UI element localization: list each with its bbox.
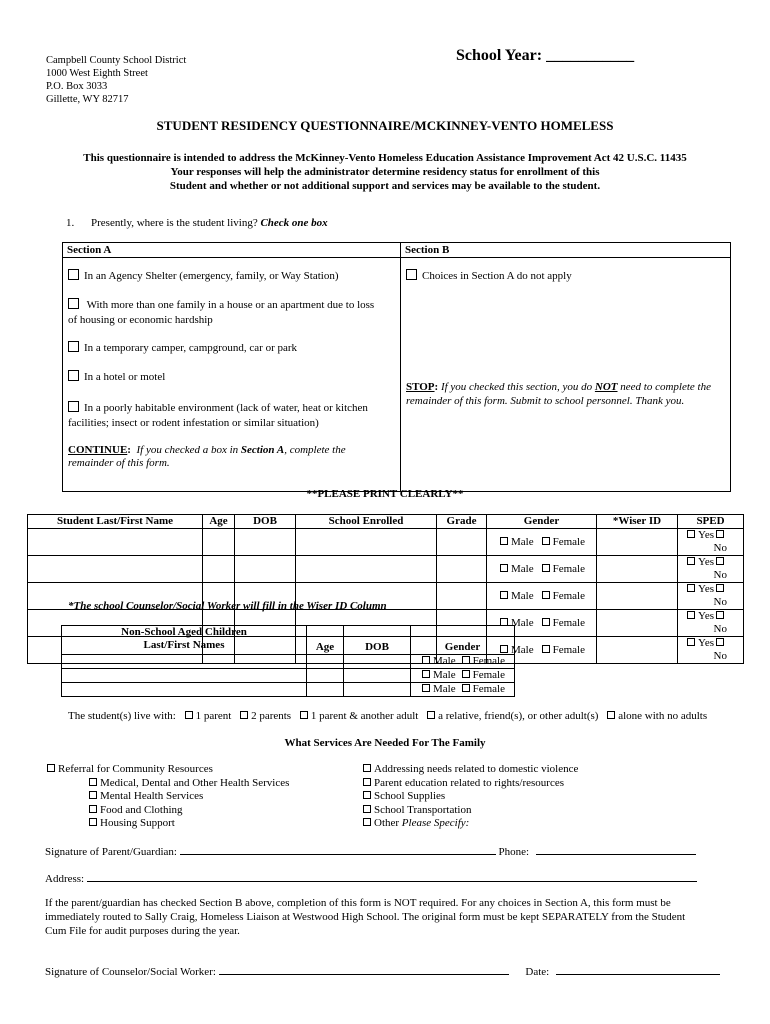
services-left (45, 763, 289, 831)
sped-cell (678, 583, 744, 610)
no-label: No (713, 542, 727, 554)
alone-label: alone with no adults (618, 710, 708, 722)
child-dob-cell[interactable] (344, 683, 411, 697)
stop-label: STOP (406, 381, 435, 393)
two-parents-checkbox[interactable] (240, 711, 248, 719)
service-parent-education[interactable] (361, 777, 578, 791)
no-label: No (713, 623, 727, 635)
wiser-cell[interactable] (597, 637, 678, 664)
service-transportation[interactable] (361, 804, 578, 818)
table-row (28, 556, 744, 583)
checkbox[interactable] (68, 401, 79, 412)
option-label: In a poorly habitable environment (lack of water, heat or kitchen (84, 402, 368, 414)
col-school-enrolled: School Enrolled (296, 515, 437, 529)
services-right (361, 763, 578, 831)
yes-checkbox[interactable] (687, 638, 695, 646)
date-label: Date: (525, 966, 550, 978)
footer-line-1: If the parent/guardian has checked Section B above, completion of this form is NOT required. For any choices in Section A, this form must be (45, 897, 671, 909)
no-label: No (713, 596, 727, 608)
child-gender-cell (411, 655, 515, 669)
wiser-cell[interactable] (597, 529, 678, 556)
yes-checkbox[interactable] (687, 611, 695, 619)
children-table (61, 625, 515, 697)
age-cell[interactable] (203, 529, 235, 556)
service-label: Other (374, 817, 402, 829)
checkbox[interactable] (363, 791, 371, 799)
district-street: 1000 West Eighth Street (46, 68, 148, 79)
checkbox[interactable] (363, 764, 371, 772)
male-checkbox[interactable] (500, 564, 508, 572)
checkbox[interactable] (89, 791, 97, 799)
wiser-cell[interactable] (597, 583, 678, 610)
service-domestic-violence[interactable] (361, 763, 578, 777)
child-name-cell[interactable] (62, 683, 307, 697)
parent-signature-field[interactable] (180, 844, 496, 855)
continue-bold: Section A (240, 444, 285, 456)
male-label: Male (511, 643, 534, 656)
stop-note: STOP: If you checked this section, you do NOT need to complete the remainder of this form. Submit to school personnel. Thank you. (406, 381, 711, 407)
table-row (62, 683, 515, 697)
yes-label: Yes (697, 610, 714, 622)
district-pobox: P.O. Box 3033 (46, 81, 108, 92)
sped-cell (678, 529, 744, 556)
children-header-line1: Non-School Aged Children (121, 626, 247, 638)
wiser-note: *The school Counselor/Social Worker will fill in the Wiser ID Column (68, 600, 387, 612)
yes-label: Yes (697, 583, 714, 595)
service-label: Referral for Community Resources (58, 763, 213, 775)
service-label: School Transportation (374, 803, 472, 816)
male-label: Male (433, 683, 456, 695)
date-field[interactable] (556, 964, 720, 975)
option-poorly-habitable[interactable] (68, 401, 368, 414)
female-label: Female (472, 655, 505, 667)
stop-not: NOT (594, 381, 618, 393)
checkbox[interactable] (89, 818, 97, 826)
no-checkbox[interactable] (716, 530, 724, 538)
option-label: In a temporary camper, campground, car or park (84, 342, 298, 354)
continue-text-3: remainder of this form. (68, 457, 170, 469)
service-label: Housing Support (100, 817, 175, 829)
female-label: Female (552, 535, 585, 548)
stop-text-3: remainder of this form. Submit to school personnel. Thank you. (406, 395, 685, 407)
gender-cell (487, 583, 597, 610)
yes-label: Yes (697, 556, 714, 568)
checkbox[interactable] (47, 764, 55, 772)
section-b-cell (401, 258, 731, 492)
address-field[interactable] (87, 871, 697, 882)
option-label: Choices in Section A do not apply (422, 270, 572, 282)
service-label: Food and Clothing (100, 803, 183, 816)
phone-field[interactable] (536, 844, 696, 855)
school-year-field[interactable]: ___________ (546, 47, 635, 64)
service-label: School Supplies (374, 790, 446, 802)
school-cell[interactable] (296, 529, 437, 556)
counselor-signature-label: Signature of Counselor/Social Worker: (45, 966, 216, 978)
parent-adult-label: 1 parent & another adult (310, 710, 419, 722)
no-checkbox[interactable] (716, 584, 724, 592)
question-1 (66, 217, 328, 229)
intro-line-1: This questionnaire is intended to address the McKinney-Vento Homeless Education Assistance Improvement Act 42 U.S.C. 11435 (83, 152, 687, 164)
student-name-cell[interactable] (28, 556, 203, 583)
child-age-cell[interactable] (307, 683, 344, 697)
service-label: Medical, Dental and Other Health Services (100, 776, 290, 789)
dob-cell[interactable] (235, 529, 296, 556)
section-b-header: Section B (401, 243, 731, 258)
grade-cell[interactable] (437, 583, 487, 610)
female-checkbox[interactable] (462, 656, 470, 664)
col-children-gender: Gender (411, 626, 515, 655)
question-number: 1. (66, 217, 75, 229)
checkbox[interactable] (68, 341, 79, 352)
continue-label: CONTINUE (68, 444, 128, 456)
checkbox[interactable] (363, 778, 371, 786)
col-student-name: Student Last/First Name (28, 515, 203, 529)
two-parents-label: 2 parents (251, 710, 292, 722)
child-gender-cell (411, 683, 515, 697)
service-food-clothing[interactable] (87, 804, 289, 818)
question-emphasis: Check one box (260, 217, 328, 229)
yes-checkbox[interactable] (687, 530, 695, 538)
dob-cell[interactable] (235, 556, 296, 583)
parent-signature-row (45, 844, 696, 858)
lives-with-label: The student(s) live with: (68, 710, 176, 722)
option-agency-shelter[interactable] (68, 269, 338, 282)
female-checkbox[interactable] (542, 618, 550, 626)
intro-line-2: Your responses will help the administrator determine residency status for enrollment of this (170, 166, 600, 178)
section-table (62, 242, 731, 492)
female-checkbox[interactable] (542, 645, 550, 653)
phone-label: Phone: (498, 846, 530, 858)
service-label: Mental Health Services (100, 790, 204, 802)
yes-checkbox[interactable] (687, 584, 695, 592)
female-label: Female (552, 616, 585, 629)
option-label: With more than one family in a house or an apartment due to loss (86, 299, 375, 311)
col-children-names (62, 626, 307, 655)
service-other[interactable] (361, 817, 578, 831)
option-hotel-motel[interactable] (68, 370, 165, 383)
print-clearly: **PLEASE PRINT CLEARLY** (306, 488, 464, 500)
counselor-signature-row (45, 964, 720, 978)
service-label: Addressing needs related to domestic violence (374, 763, 579, 775)
female-label: Female (552, 643, 585, 656)
school-cell[interactable] (296, 556, 437, 583)
footer-note (45, 896, 685, 938)
no-checkbox[interactable] (716, 638, 724, 646)
col-gender: Gender (487, 515, 597, 529)
no-label: No (713, 650, 727, 662)
checkbox[interactable] (68, 370, 79, 381)
intro-text (0, 151, 770, 193)
form-title: STUDENT RESIDENCY QUESTIONNAIRE/MCKINNEY-VENTO HOMELESS (156, 118, 614, 133)
continue-note: CONTINUE: If you checked a box in Section A, complete the remainder of this form. (68, 444, 346, 469)
gender-cell (487, 556, 597, 583)
child-age-cell[interactable] (307, 669, 344, 683)
service-referral[interactable] (45, 763, 289, 777)
question-text: Presently, where is the student living? (91, 217, 261, 229)
continue-text-2: , complete the (284, 444, 346, 456)
district-city: Gillette, WY 82717 (46, 94, 129, 105)
male-label: Male (433, 669, 456, 681)
table-row (28, 529, 744, 556)
female-checkbox[interactable] (462, 684, 470, 692)
yes-label: Yes (697, 637, 714, 649)
col-children-age: Age (307, 626, 344, 655)
checkbox[interactable] (363, 818, 371, 826)
stop-text-2: need to complete the (617, 381, 711, 393)
address-label: Address: (45, 873, 85, 885)
gender-cell (487, 529, 597, 556)
school-year-label: School Year: (456, 47, 547, 64)
female-checkbox[interactable] (542, 564, 550, 572)
yes-label: Yes (697, 529, 714, 541)
address-row (45, 871, 697, 885)
yes-checkbox[interactable] (687, 557, 695, 565)
male-checkbox[interactable] (422, 656, 430, 664)
female-checkbox[interactable] (542, 591, 550, 599)
child-age-cell[interactable] (307, 655, 344, 669)
age-cell[interactable] (203, 556, 235, 583)
female-checkbox[interactable] (542, 537, 550, 545)
one-parent-label: 1 parent (195, 710, 232, 722)
service-housing[interactable] (87, 817, 289, 831)
female-label: Female (472, 683, 505, 695)
option-shared-housing[interactable] (68, 298, 374, 311)
female-label: Female (552, 589, 585, 602)
option-not-apply[interactable] (406, 269, 572, 282)
no-checkbox[interactable] (716, 611, 724, 619)
table-row (62, 655, 515, 669)
intro-line-3: Student and whether or not additional support and services may be available to the student. (169, 180, 601, 192)
continue-text: If you checked a box in (136, 444, 241, 456)
col-age: Age (203, 515, 235, 529)
wiser-cell[interactable] (597, 610, 678, 637)
col-children-dob: DOB (344, 626, 411, 655)
checkbox[interactable] (89, 805, 97, 813)
service-school-supplies[interactable] (361, 790, 578, 804)
student-name-cell[interactable] (28, 529, 203, 556)
section-a-header: Section A (63, 243, 401, 258)
service-medical[interactable] (87, 777, 289, 791)
col-wiser-id: *Wiser ID (597, 515, 678, 529)
col-sped: SPED (678, 515, 744, 529)
alone-checkbox[interactable] (607, 711, 615, 719)
option-shared-housing-cont: of housing or economic hardship (68, 314, 213, 326)
male-checkbox[interactable] (422, 684, 430, 692)
male-label: Male (433, 655, 456, 667)
no-checkbox[interactable] (716, 557, 724, 565)
relative-label: a relative, friend(s), or other adult(s) (438, 710, 599, 722)
footer-line-2: immediately routed to Sally Craig, Homeless Liaison at Westwood High School. The original form must be kept SEPARATELY from the Student (45, 911, 686, 923)
male-label: Male (511, 535, 534, 548)
children-header-line2: Last/First Names (143, 639, 225, 651)
grade-cell[interactable] (437, 556, 487, 583)
option-temporary-camper[interactable] (68, 341, 297, 354)
child-name-cell[interactable] (62, 655, 307, 669)
sped-cell (678, 556, 744, 583)
relative-checkbox[interactable] (427, 711, 435, 719)
child-gender-cell (411, 669, 515, 683)
female-checkbox[interactable] (462, 670, 470, 678)
lives-with-row (68, 710, 707, 722)
option-poorly-habitable-cont: facilities; insect or rodent infestation or similar situation) (68, 417, 319, 429)
female-label: Female (552, 562, 585, 575)
service-mental-health[interactable] (87, 790, 289, 804)
male-label: Male (511, 616, 534, 629)
male-checkbox[interactable] (422, 670, 430, 678)
sped-cell (678, 637, 744, 664)
male-label: Male (511, 562, 534, 575)
services-heading: What Services Are Needed For The Family (284, 737, 486, 749)
school-year (456, 47, 634, 65)
service-label: Parent education related to rights/resources (374, 776, 564, 789)
stop-text: If you checked this section, you do (440, 381, 595, 393)
counselor-signature-field[interactable] (219, 964, 509, 975)
male-checkbox[interactable] (500, 537, 508, 545)
col-dob: DOB (235, 515, 296, 529)
child-dob-cell[interactable] (344, 655, 411, 669)
male-checkbox[interactable] (500, 591, 508, 599)
table-row (62, 669, 515, 683)
checkbox[interactable] (68, 269, 79, 280)
checkbox[interactable] (363, 805, 371, 813)
checkbox[interactable] (89, 778, 97, 786)
checkbox[interactable] (68, 298, 79, 309)
footer-line-3: Cum File for audit purposes during the year. (45, 925, 240, 937)
child-name-cell[interactable] (62, 669, 307, 683)
col-grade: Grade (437, 515, 487, 529)
sped-cell (678, 610, 744, 637)
female-label: Female (472, 669, 505, 681)
child-dob-cell[interactable] (344, 669, 411, 683)
option-label: In a hotel or motel (84, 371, 166, 383)
option-label: In an Agency Shelter (emergency, family, or Way Station) (84, 270, 339, 282)
no-label: No (713, 569, 727, 581)
district-address (46, 54, 186, 106)
checkbox[interactable] (406, 269, 417, 280)
one-parent-checkbox[interactable] (185, 711, 193, 719)
male-label: Male (511, 589, 534, 602)
other-specify: Please Specify: (401, 817, 470, 829)
wiser-cell[interactable] (597, 556, 678, 583)
grade-cell[interactable] (437, 529, 487, 556)
parent-signature-label: Signature of Parent/Guardian: (45, 846, 177, 858)
district-name: Campbell County School District (46, 55, 187, 66)
section-a-cell (63, 258, 401, 492)
parent-adult-checkbox[interactable] (300, 711, 308, 719)
